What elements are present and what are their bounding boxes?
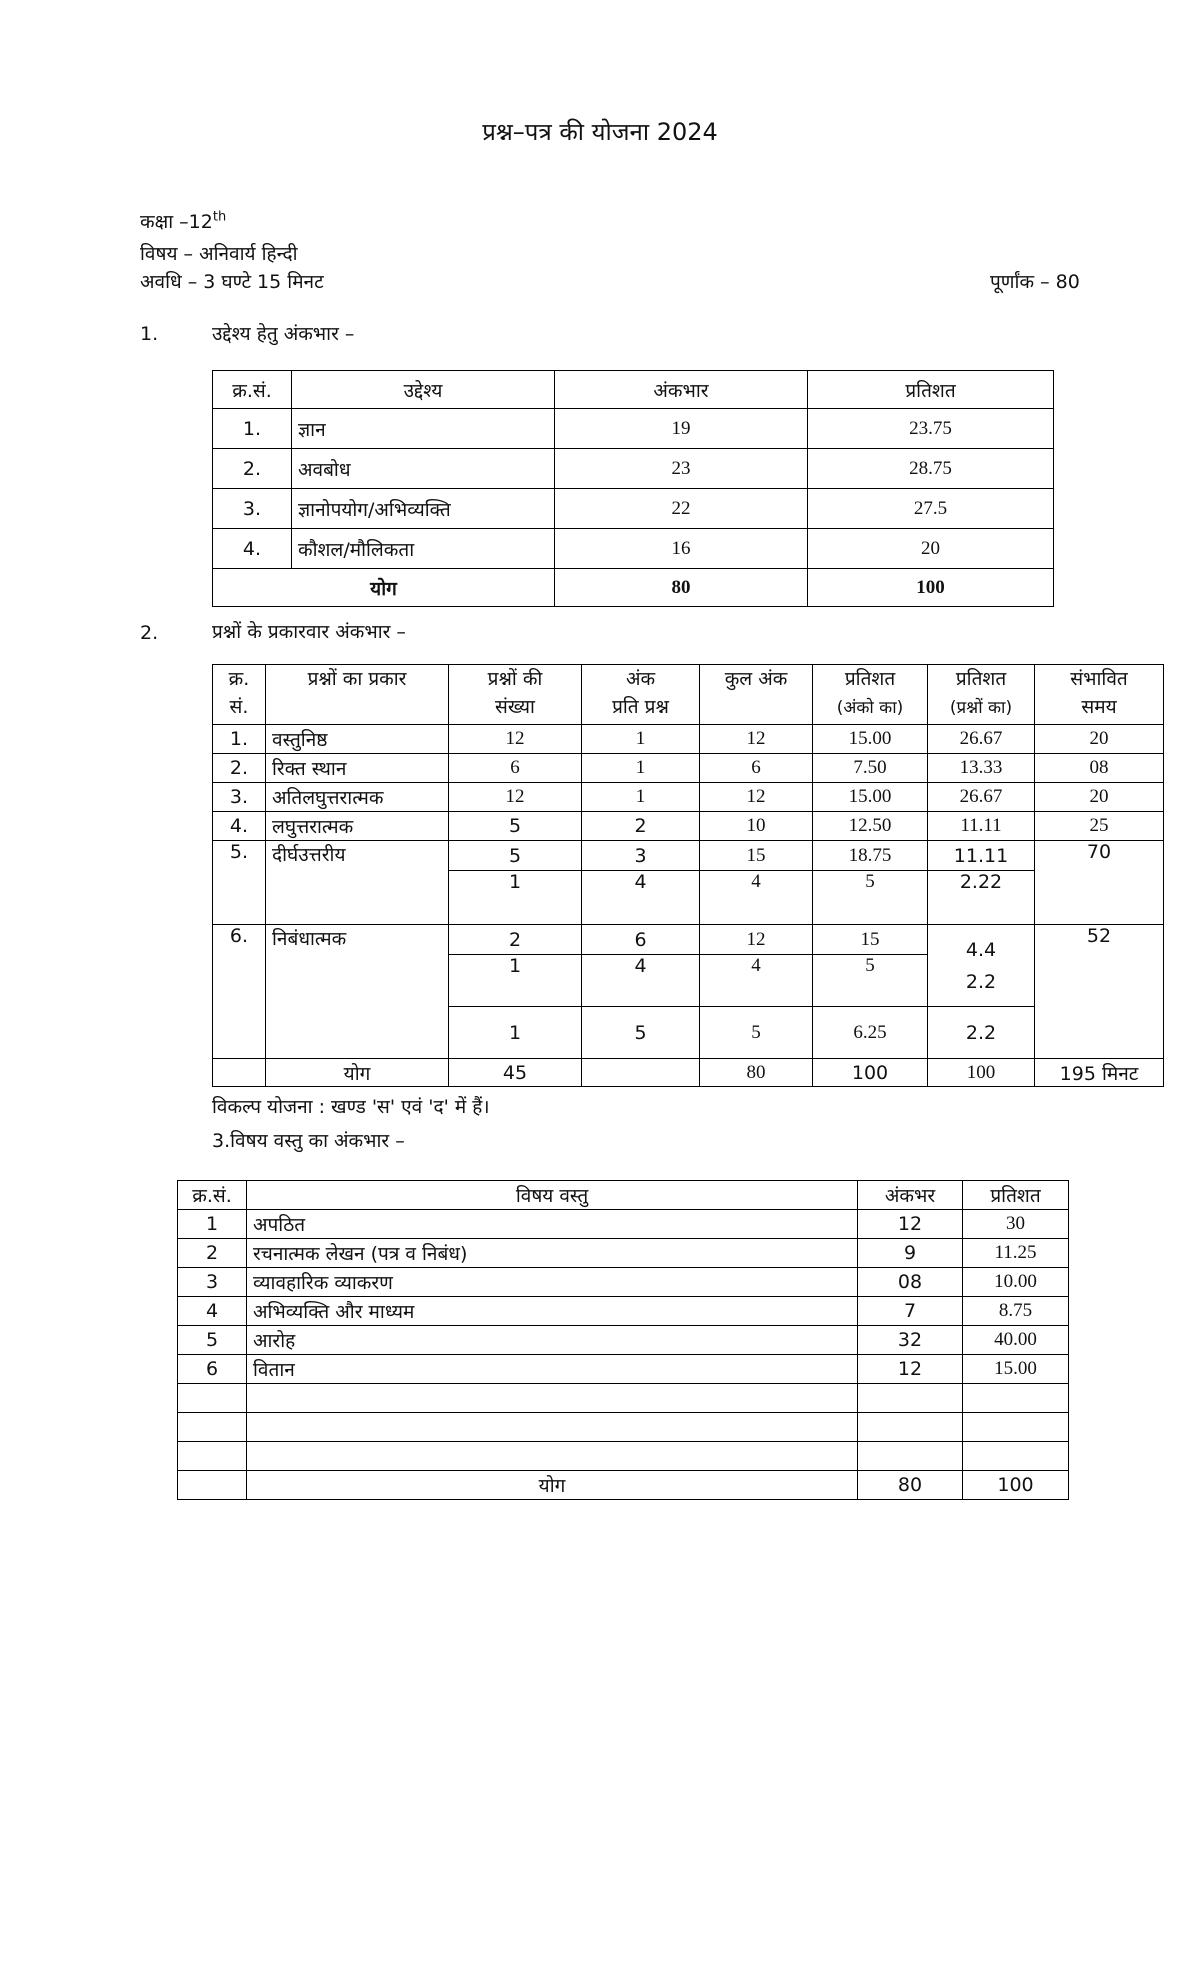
- cell-time: 25: [1035, 812, 1164, 841]
- table-row: [213, 725, 1164, 754]
- cell-objective: अवबोध: [292, 449, 555, 489]
- cell-sn: 1.: [213, 409, 292, 449]
- empty-row: [178, 1384, 1069, 1413]
- empty-cell: [247, 1442, 858, 1471]
- cell-percent: 8.75: [963, 1297, 1069, 1326]
- cell-percent: 20: [808, 529, 1054, 569]
- cell-pct-q: 4.4: [965, 938, 997, 961]
- cell-count: 12: [449, 783, 582, 812]
- empty-cell: [858, 1413, 963, 1442]
- total-label: योग: [266, 1059, 449, 1087]
- header-line: कुल अंक: [724, 668, 788, 690]
- cell-per: 4: [582, 955, 700, 1007]
- cell-objective: ज्ञान: [292, 409, 555, 449]
- subject-line: विषय – अनिवार्य हिन्दी: [140, 243, 298, 265]
- empty-cell: [858, 1384, 963, 1413]
- cell-sn: 5: [178, 1326, 247, 1355]
- cell-percent: 23.75: [808, 409, 1054, 449]
- section2-heading: प्रश्नों के प्रकारवार अंकभार –: [212, 621, 406, 643]
- empty-cell: [178, 1413, 247, 1442]
- cell-count: 1: [449, 871, 582, 925]
- cell-content: अभिव्यक्ति और माध्यम: [247, 1297, 858, 1326]
- total-percent: 100: [808, 569, 1054, 607]
- cell-pct-marks: 12.50: [813, 812, 928, 841]
- col-header: क्र.सं.: [213, 371, 292, 409]
- cell-sn: 6.: [213, 925, 266, 1059]
- cell-sn: 4.: [213, 529, 292, 569]
- cell-time: 70: [1035, 841, 1164, 925]
- cell-per: 1: [582, 754, 700, 783]
- cell-per: 4: [582, 871, 700, 925]
- cell-sn: 4.: [213, 812, 266, 841]
- total-row: [213, 569, 1054, 607]
- cell-content: रचनात्मक लेखन (पत्र व निबंध): [247, 1239, 858, 1268]
- option-note: विकल्प योजना : खण्ड 'स' एवं 'द' में हैं।: [212, 1096, 490, 1118]
- col-header: [700, 665, 813, 725]
- cell-pct-marks: 15.00: [813, 783, 928, 812]
- cell-marks: 32: [858, 1326, 963, 1355]
- header-line: प्रतिशत: [955, 668, 1007, 690]
- cell-percent: 15.00: [963, 1355, 1069, 1384]
- empty-cell: [178, 1442, 247, 1471]
- cell-pct-marks: 5: [813, 871, 928, 925]
- cell-total: 12: [700, 925, 813, 955]
- total-row: [178, 1471, 1069, 1500]
- total-count: 45: [449, 1059, 582, 1087]
- col-header: [582, 665, 700, 725]
- col-header: प्रतिशत: [808, 371, 1054, 409]
- section2-number: 2.: [140, 622, 159, 644]
- header-line: संख्या: [495, 696, 535, 718]
- cell-sn: 2.: [213, 754, 266, 783]
- cell-percent: 40.00: [963, 1326, 1069, 1355]
- section1-heading: उद्देश्य हेतु अंकभार –: [212, 323, 355, 345]
- col-header: विषय वस्तु: [247, 1181, 858, 1210]
- cell-marks: 16: [555, 529, 808, 569]
- table-row: [178, 1239, 1069, 1268]
- cell-total: 4: [700, 871, 813, 925]
- cell-pct-marks: 15.00: [813, 725, 928, 754]
- cell-objective: ज्ञानोपयोग/अभिव्यक्ति: [292, 489, 555, 529]
- total-percent: 100: [963, 1471, 1069, 1500]
- cell-marks: 12: [858, 1355, 963, 1384]
- col-header: [928, 665, 1035, 725]
- cell-pct-q: 2.2: [928, 1007, 1035, 1059]
- cell-count: 1: [449, 955, 582, 1007]
- cell-type: दीर्घउत्तरीय: [266, 841, 449, 925]
- table-row: [213, 812, 1164, 841]
- objective-table: [212, 370, 1054, 607]
- max-marks: पूर्णांक – 80: [990, 271, 1080, 293]
- table-row: [213, 489, 1054, 529]
- cell-pct-q: 2.22: [928, 871, 1035, 925]
- cell-total: 4: [700, 955, 813, 1007]
- empty-cell: [247, 1384, 858, 1413]
- total-marks: 80: [555, 569, 808, 607]
- header-line: (प्रश्नों का): [949, 698, 1013, 718]
- col-header: [813, 665, 928, 725]
- cell-type: निबंधात्मक: [266, 925, 449, 1059]
- cell-percent: 11.25: [963, 1239, 1069, 1268]
- header-line: अंक: [625, 668, 656, 690]
- total-label: योग: [247, 1471, 858, 1500]
- header-line: प्रति प्रश्न: [612, 696, 669, 718]
- cell-total: 12: [700, 783, 813, 812]
- table-row: [213, 925, 1164, 955]
- header-line: प्रश्नों का प्रकार: [307, 668, 407, 690]
- cell-sn: 1: [178, 1210, 247, 1239]
- cell-pct-marks: 5: [813, 955, 928, 1007]
- cell-type: अतिलघुत्तरात्मक: [266, 783, 449, 812]
- cell-per: 2: [582, 812, 700, 841]
- cell-per: 1: [582, 725, 700, 754]
- question-type-table: [212, 664, 1164, 1087]
- cell-content: आरोह: [247, 1326, 858, 1355]
- cell-pct-marks: 6.25: [813, 1007, 928, 1059]
- cell-pct-q: 2.2: [965, 970, 997, 993]
- section1-number: 1.: [140, 323, 159, 345]
- cell-per: 1: [582, 783, 700, 812]
- cell-marks: 08: [858, 1268, 963, 1297]
- cell-pct-q: 26.67: [928, 783, 1035, 812]
- cell-total: 12: [700, 725, 813, 754]
- empty-cell: [858, 1442, 963, 1471]
- cell-objective: कौशल/मौलिकता: [292, 529, 555, 569]
- total-time: 195 मिनट: [1035, 1059, 1164, 1087]
- total-sn-empty: [178, 1471, 247, 1500]
- table-row: [178, 1326, 1069, 1355]
- cell-content: वितान: [247, 1355, 858, 1384]
- header-line: सं.: [229, 696, 249, 718]
- total-pct-q: 100: [928, 1059, 1035, 1087]
- class-label: कक्षा –12: [140, 211, 213, 233]
- col-header: अंकभार: [555, 371, 808, 409]
- content-table: [177, 1180, 1069, 1500]
- table-row: [178, 1297, 1069, 1326]
- col-header: [449, 665, 582, 725]
- header-line: संभावित: [1070, 668, 1128, 690]
- empty-cell: [963, 1384, 1069, 1413]
- table-row: [213, 529, 1054, 569]
- cell-marks: 9: [858, 1239, 963, 1268]
- cell-pct-marks: 18.75: [813, 841, 928, 871]
- cell-pct-q: 26.67: [928, 725, 1035, 754]
- class-line: [140, 208, 226, 234]
- cell-sn: 3.: [213, 783, 266, 812]
- cell-pct-marks: 7.50: [813, 754, 928, 783]
- header-line: क्र.: [228, 668, 250, 690]
- cell-count: 6: [449, 754, 582, 783]
- cell-content: व्यावहारिक व्याकरण: [247, 1268, 858, 1297]
- cell-percent: 10.00: [963, 1268, 1069, 1297]
- cell-time: 52: [1035, 925, 1164, 1059]
- cell-marks: 12: [858, 1210, 963, 1239]
- cell-type: वस्तुनिष्ठ: [266, 725, 449, 754]
- total-marks: 80: [858, 1471, 963, 1500]
- cell-marks: 22: [555, 489, 808, 529]
- empty-cell: [247, 1413, 858, 1442]
- empty-cell: [963, 1413, 1069, 1442]
- cell-time: 20: [1035, 783, 1164, 812]
- cell-pct-marks: 15: [813, 925, 928, 955]
- cell-type: रिक्त स्थान: [266, 754, 449, 783]
- cell-marks: 7: [858, 1297, 963, 1326]
- total-pct-marks: 100: [813, 1059, 928, 1087]
- cell-pct-q: 11.11: [928, 812, 1035, 841]
- empty-cell: [963, 1442, 1069, 1471]
- table-header-row: [213, 665, 1164, 725]
- empty-cell: [178, 1384, 247, 1413]
- total-per: [582, 1059, 700, 1087]
- duration-line: अवधि – 3 घण्टे 15 मिनट: [140, 271, 324, 293]
- cell-sn: 2: [178, 1239, 247, 1268]
- table-header-row: [213, 371, 1054, 409]
- table-header-row: [178, 1181, 1069, 1210]
- col-header: [266, 665, 449, 725]
- header-line: प्रतिशत: [844, 668, 896, 690]
- cell-marks: 23: [555, 449, 808, 489]
- cell-pct-q: 13.33: [928, 754, 1035, 783]
- cell-time: 08: [1035, 754, 1164, 783]
- table-row: [213, 449, 1054, 489]
- total-label: योग: [213, 569, 555, 607]
- cell-percent: 27.5: [808, 489, 1054, 529]
- table-row: [213, 783, 1164, 812]
- cell-marks: 19: [555, 409, 808, 449]
- section3-heading: 3.विषय वस्तु का अंकभार –: [212, 1130, 405, 1152]
- table-row: [213, 841, 1164, 871]
- cell-percent: 28.75: [808, 449, 1054, 489]
- table-row: [213, 409, 1054, 449]
- cell-per: 6: [582, 925, 700, 955]
- cell-percent: 30: [963, 1210, 1069, 1239]
- cell-type: लघुत्तरात्मक: [266, 812, 449, 841]
- cell-count: 1: [449, 1007, 582, 1059]
- cell-content: अपठित: [247, 1210, 858, 1239]
- col-header: प्रतिशत: [963, 1181, 1069, 1210]
- cell-count: 5: [449, 812, 582, 841]
- header-line: समय: [1081, 696, 1117, 718]
- table-row: [213, 754, 1164, 783]
- page-title: प्रश्न–पत्र की योजना 2024: [482, 118, 718, 146]
- col-header: क्र.सं.: [178, 1181, 247, 1210]
- header-line: प्रश्नों की: [487, 668, 543, 690]
- total-marks: 80: [700, 1059, 813, 1087]
- cell-pct-q: 11.11: [928, 841, 1035, 871]
- cell-sn: 1.: [213, 725, 266, 754]
- cell-per: 3: [582, 841, 700, 871]
- empty-row: [178, 1442, 1069, 1471]
- total-sn-empty: [213, 1059, 266, 1087]
- cell-total: 15: [700, 841, 813, 871]
- cell-sn: 3: [178, 1268, 247, 1297]
- cell-count: 5: [449, 841, 582, 871]
- col-header: [213, 665, 266, 725]
- cell-sn: 3.: [213, 489, 292, 529]
- cell-sn: 6: [178, 1355, 247, 1384]
- table-row: [178, 1210, 1069, 1239]
- cell-time: 20: [1035, 725, 1164, 754]
- col-header: अंकभर: [858, 1181, 963, 1210]
- table-row: [178, 1355, 1069, 1384]
- cell-per: 5: [582, 1007, 700, 1059]
- empty-row: [178, 1413, 1069, 1442]
- total-row: [213, 1059, 1164, 1087]
- cell-sn: 2.: [213, 449, 292, 489]
- header-line: (अंको का): [836, 698, 904, 718]
- col-header: [1035, 665, 1164, 725]
- class-superscript: th: [212, 209, 227, 225]
- cell-total: 5: [700, 1007, 813, 1059]
- table-row: [178, 1268, 1069, 1297]
- cell-count: 2: [449, 925, 582, 955]
- col-header: उद्देश्य: [292, 371, 555, 409]
- cell-pct-q-group: [928, 925, 1035, 1007]
- cell-total: 6: [700, 754, 813, 783]
- cell-count: 12: [449, 725, 582, 754]
- cell-sn: 5.: [213, 841, 266, 925]
- cell-sn: 4: [178, 1297, 247, 1326]
- cell-total: 10: [700, 812, 813, 841]
